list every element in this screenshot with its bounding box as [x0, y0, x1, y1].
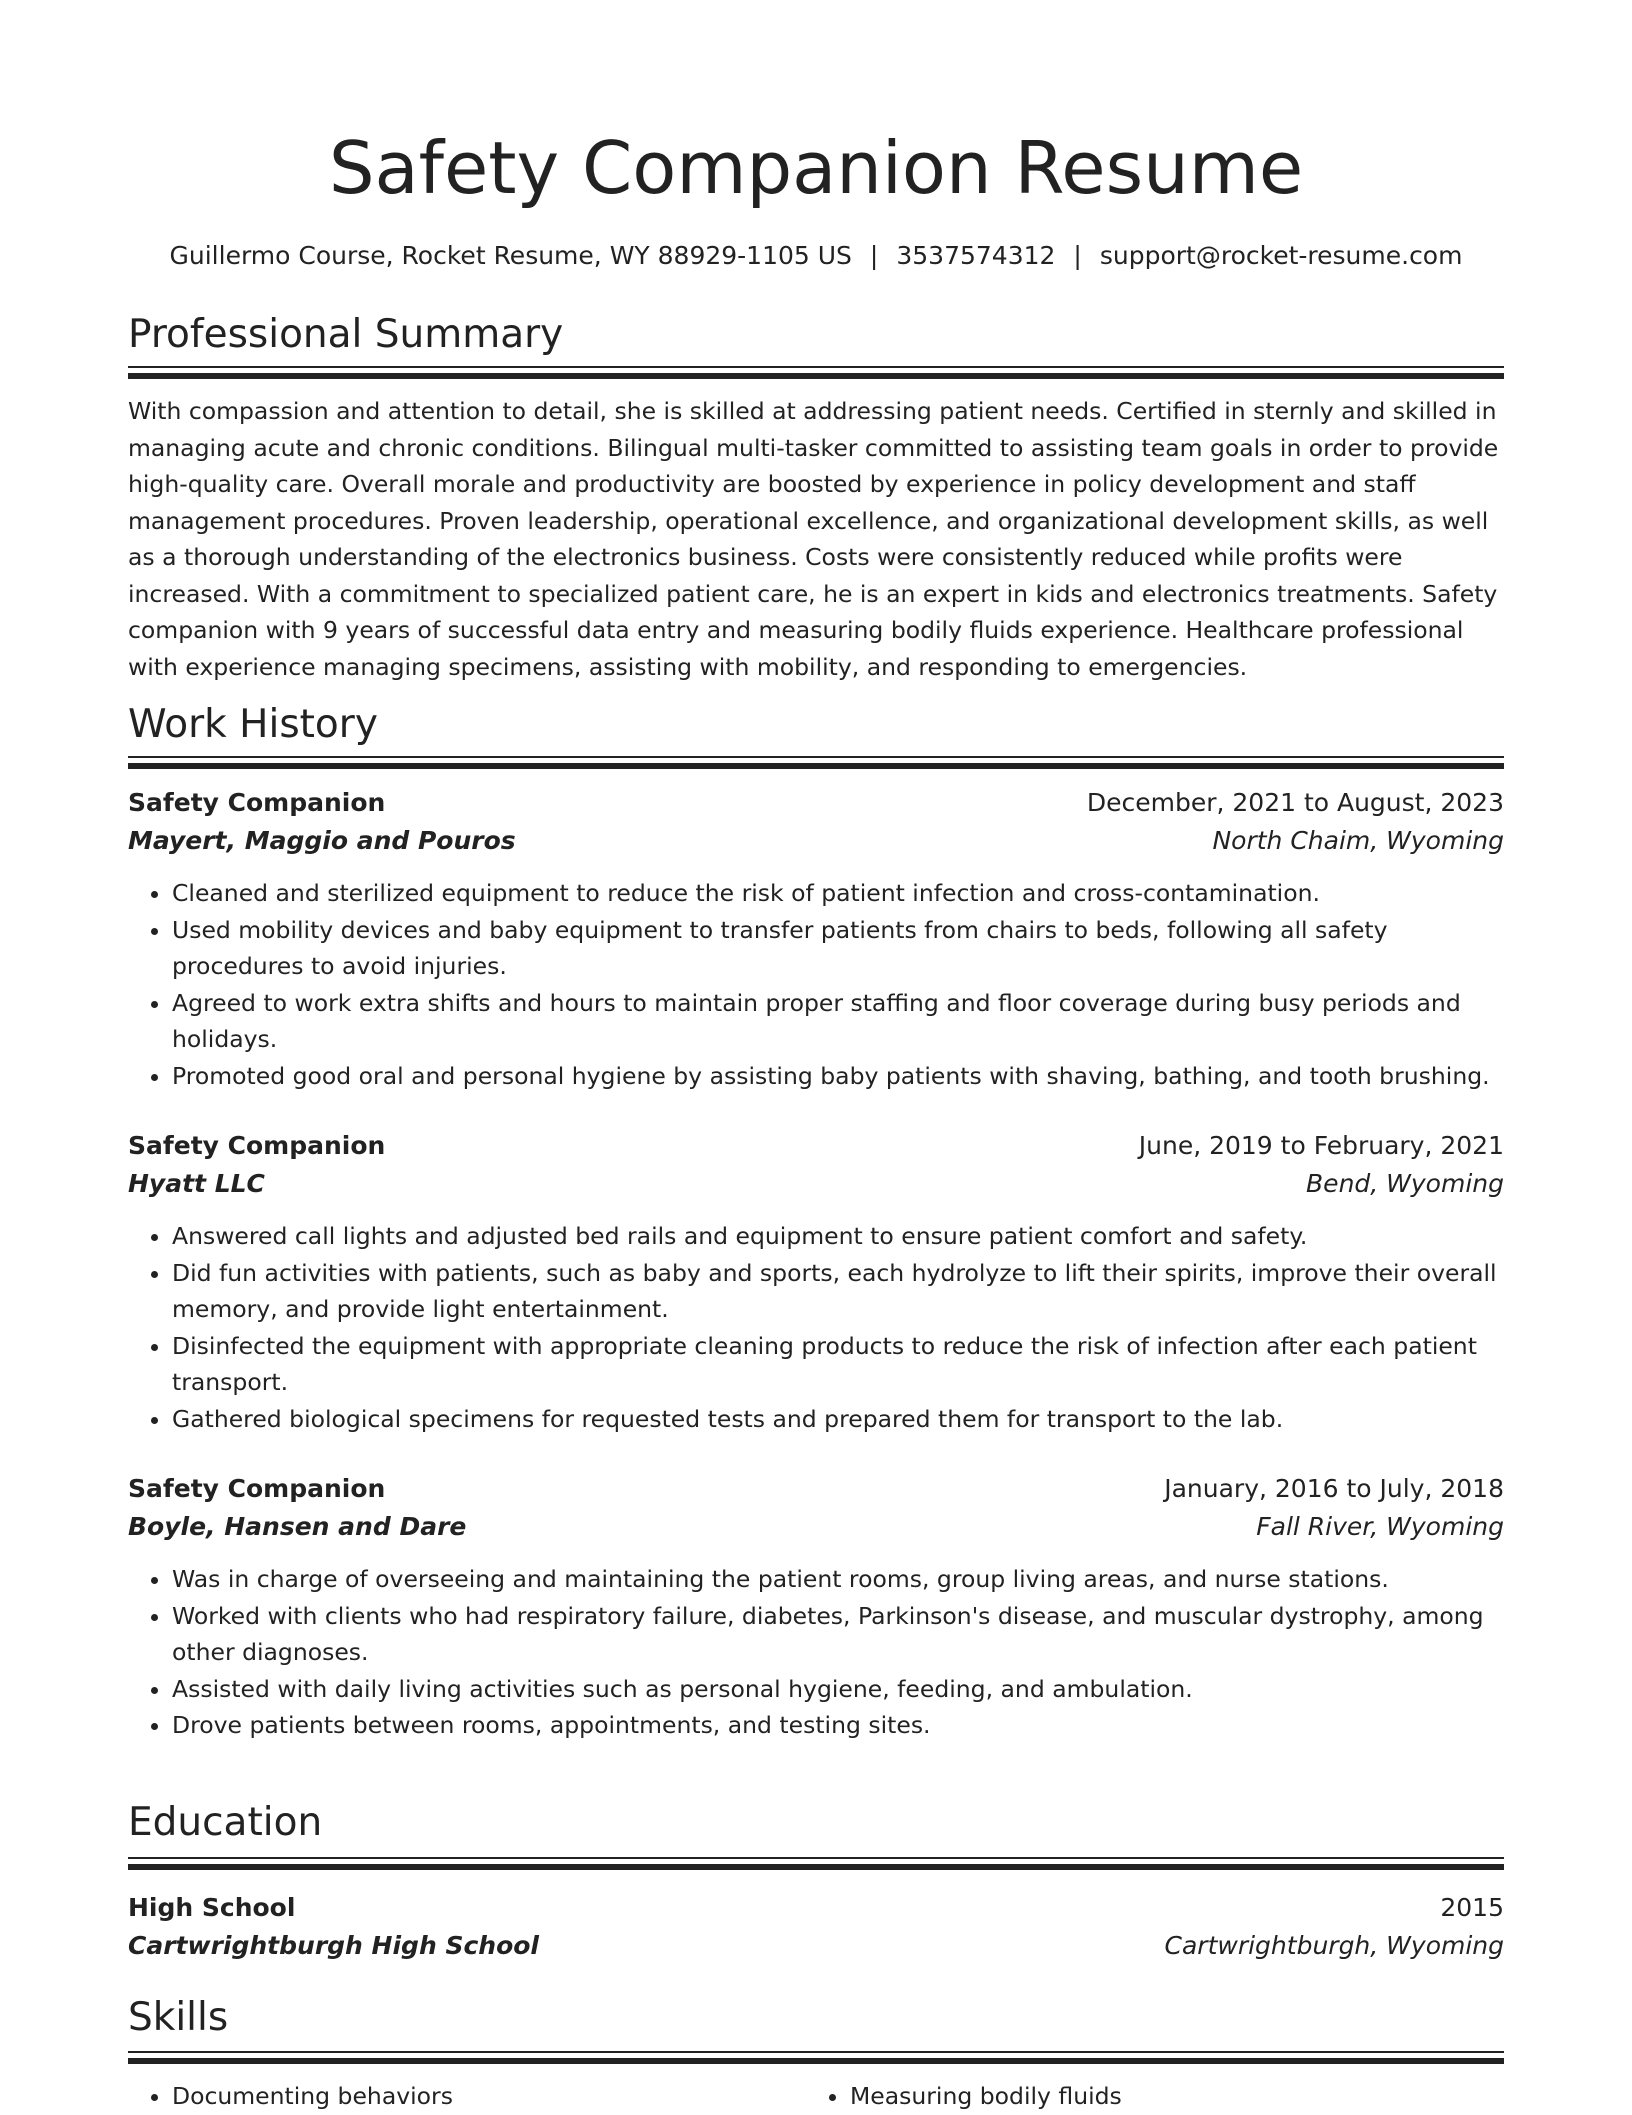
- job-dates: January, 2016 to July, 2018: [1164, 1474, 1504, 1503]
- job-title: Safety Companion: [128, 788, 386, 817]
- contact-line: [128, 238, 1504, 274]
- section-divider: [128, 756, 1504, 769]
- job-company: Hyatt LLC: [128, 1169, 265, 1198]
- section-divider: [128, 366, 1504, 379]
- list-item: • Measuring bodily fluids: [850, 2078, 1500, 2115]
- contact-separator: |: [869, 241, 879, 270]
- job-dates: December, 2021 to August, 2023: [1086, 788, 1504, 817]
- list-item: • Gathered biological specimens for requested tests and prepared them for transport to the lab.: [172, 1401, 1504, 1438]
- section-heading-skills: Skills: [128, 1995, 229, 2040]
- job-company: Mayert, Maggio and Pouros: [128, 826, 516, 855]
- section-divider: [128, 1857, 1504, 1870]
- job-title: Safety Companion: [128, 1131, 386, 1160]
- job-location: Bend, Wyoming: [1306, 1169, 1504, 1198]
- list-item: • Was in charge of overseeing and maintaining the patient rooms, group living areas, and nurse stations.: [172, 1561, 1504, 1598]
- education-degree: High School: [128, 1893, 296, 1922]
- page-title: Safety Companion Resume: [328, 126, 1304, 210]
- list-item: • Disinfected the equipment with appropriate cleaning products to reduce the risk of infection after each patient transport.: [172, 1328, 1504, 1401]
- list-item: • Assisted with daily living activities such as personal hygiene, feeding, and ambulation.: [172, 1671, 1504, 1708]
- list-item: • Used mobility devices and baby equipment to transfer patients from chairs to beds, following all safety procedures to avoid injuries.: [172, 912, 1504, 985]
- section-divider: [128, 2051, 1504, 2064]
- education-entry: [128, 1890, 1504, 1966]
- job-entry: [128, 1471, 1504, 1744]
- job-duties-list: [128, 1218, 1504, 1437]
- list-item: • Promoted good oral and personal hygiene by assisting baby patients with shaving, bathing, and tooth brushing.: [172, 1058, 1504, 1095]
- contact-separator: |: [1073, 241, 1082, 270]
- list-item: • Answered call lights and adjusted bed rails and equipment to ensure patient comfort and safety.: [172, 1218, 1504, 1255]
- contact-email: support@rocket-resume.com: [1099, 241, 1463, 270]
- skills-column-1: [128, 2078, 792, 2115]
- list-item: • Drove patients between rooms, appointments, and testing sites.: [172, 1707, 1504, 1744]
- list-item: • Agreed to work extra shifts and hours to maintain proper staffing and floor coverage during busy periods and holidays.: [172, 985, 1504, 1058]
- section-heading-summary: Professional Summary: [128, 312, 564, 357]
- job-dates: June, 2019 to February, 2021: [1138, 1131, 1504, 1160]
- job-location: North Chaim, Wyoming: [1212, 826, 1504, 855]
- list-item: • Documenting behaviors: [172, 2078, 792, 2115]
- job-duties-list: [128, 875, 1504, 1094]
- contact-phone: 3537574312: [896, 241, 1056, 270]
- education-location: Cartwrightburgh, Wyoming: [1164, 1931, 1504, 1960]
- job-location: Fall River, Wyoming: [1256, 1512, 1504, 1541]
- list-item: • Cleaned and sterilized equipment to reduce the risk of patient infection and cross-contamination.: [172, 875, 1504, 912]
- skills-column-2: [806, 2078, 1500, 2115]
- job-title: Safety Companion: [128, 1474, 386, 1503]
- education-year: 2015: [1440, 1893, 1504, 1922]
- list-item: • Did fun activities with patients, such as baby and sports, each hydrolyze to lift their spirits, improve their overall memory, and provide light entertainment.: [172, 1255, 1504, 1328]
- job-company: Boyle, Hansen and Dare: [128, 1512, 467, 1541]
- list-item: • Worked with clients who had respiratory failure, diabetes, Parkinson's disease, and muscular dystrophy, among other diagnoses.: [172, 1598, 1504, 1671]
- job-duties-list: [128, 1561, 1504, 1744]
- summary-text: With compassion and attention to detail, she is skilled at addressing patient needs. Certified in sternly and skilled in managing acute and chronic conditions. Bilingual multi-tasker committed to assisting team goals in order to provide high-quality care. Overall morale and productivity are boosted by experience in policy development and staff management procedures. Proven leadership, operational excellence, and organizational development skills, as well as a thorough understanding of the electronics business. Costs were consistently reduced while profits were increased. With a commitment to specialized patient care, he is an expert in kids and electronics treatments. Safety companion with 9 years of successful data entry and measuring bodily fluids experience. Healthcare professional with experience managing specimens, assisting with mobility, and responding to emergencies.: [128, 397, 1499, 681]
- education-school: Cartwrightburgh High School: [128, 1931, 539, 1960]
- job-entry: [128, 1128, 1504, 1437]
- job-entry: [128, 785, 1504, 1094]
- section-heading-education: Education: [128, 1800, 323, 1845]
- contact-address: Guillermo Course, Rocket Resume, WY 88929-1105 US: [169, 241, 852, 270]
- section-heading-work-history: Work History: [128, 702, 378, 747]
